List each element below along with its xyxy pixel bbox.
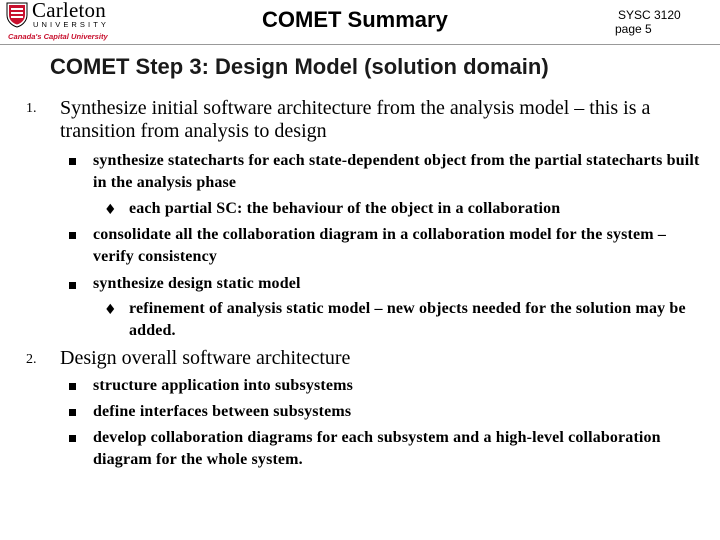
item-text: Design overall software architecture (60, 347, 351, 369)
bullet-text: develop collaboration diagrams for each subsystem and a high-level collaboration diagram for the whole system. (93, 429, 661, 468)
sub-bullet-text: each partial SC: the behaviour of the object in a collaboration (129, 200, 561, 217)
square-bullet-icon (69, 158, 76, 165)
bullet-text: synthesize design static model (93, 275, 301, 292)
logo-university: UNIVERSITY (33, 20, 110, 29)
item-text: Synthesize initial software architecture from the analysis model – this is a transition from analysis to design (60, 97, 651, 142)
bullet-text: define interfaces between subsystems (93, 403, 352, 420)
course-code: SYSC 3120 (618, 8, 681, 22)
diamond-bullet-icon: ♦ (104, 302, 117, 318)
carleton-shield-icon (6, 2, 28, 28)
bullet-text: structure application into subsystems (93, 377, 353, 394)
header-title: COMET Summary (262, 7, 448, 32)
bullet-text: consolidate all the collaboration diagram in a collaboration model for the system – verify consistency (93, 226, 667, 265)
square-bullet-icon (69, 435, 76, 442)
logo-wordmark: Carleton (32, 0, 106, 22)
logo-tagline: Canada's Capital University (8, 32, 108, 41)
slide-title: COMET Step 3: Design Model (solution domain) (50, 54, 549, 79)
carleton-logo (6, 2, 110, 42)
header-divider (0, 44, 720, 45)
sub-bullet-text: refinement of analysis static model – new objects needed for the solution may be added. (129, 300, 686, 339)
square-bullet-icon (69, 409, 76, 416)
bullet-text: synthesize statecharts for each state-dependent object from the partial statecharts built in the analysis phase (93, 152, 700, 191)
item-number: 1. (26, 101, 37, 116)
page-number: page 5 (615, 22, 652, 36)
square-bullet-icon (69, 282, 76, 289)
square-bullet-icon (69, 232, 76, 239)
item-number: 2. (26, 352, 37, 367)
diamond-bullet-icon: ♦ (104, 202, 117, 218)
square-bullet-icon (69, 383, 76, 390)
